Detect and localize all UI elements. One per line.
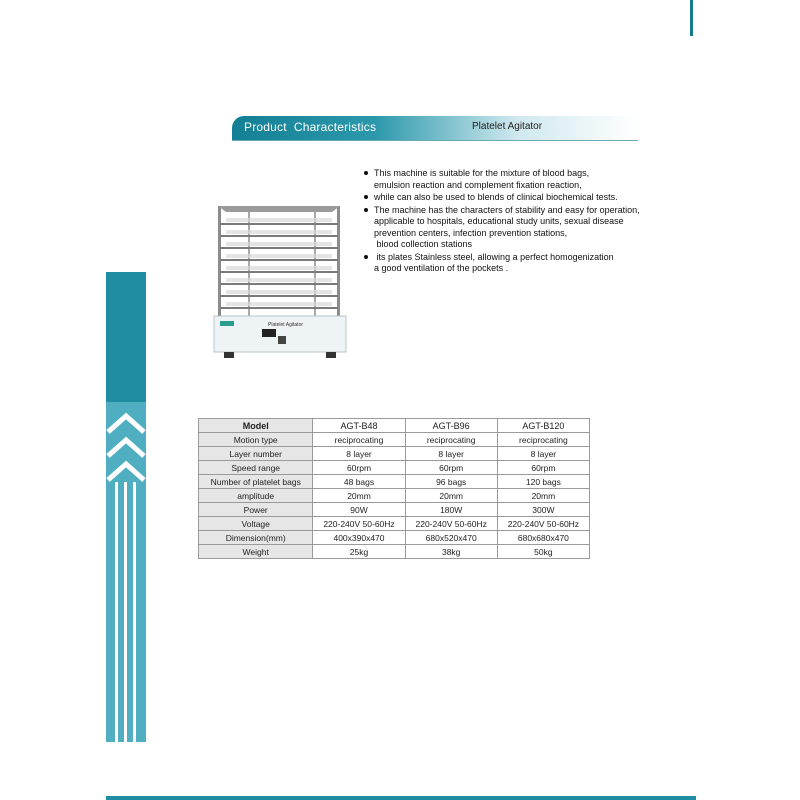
feature-text: while can also be used to blends of clinical biochemical tests.	[374, 192, 618, 202]
feature-text: emulsion reaction and complement fixation reaction,	[374, 179, 582, 190]
table-cell: 220-240V 50-60Hz	[313, 517, 405, 531]
feature-item	[364, 168, 664, 191]
feature-list	[364, 168, 664, 276]
feature-item	[364, 205, 664, 251]
row-label: Layer number	[199, 447, 313, 461]
table-cell: 20mm	[405, 489, 497, 503]
table-cell: 48 bags	[313, 475, 405, 489]
column-header: Model	[199, 419, 313, 433]
platelet-agitator-image	[210, 204, 350, 374]
product-name: Platelet Agitator	[472, 121, 543, 132]
row-label: amplitude	[199, 489, 313, 503]
feature-text: applicable to hospitals, educational study units, sexual disease	[374, 216, 624, 226]
feature-text: This machine is suitable for the mixture of blood bags,	[374, 168, 590, 178]
feature-item	[364, 252, 664, 275]
bullet-icon	[364, 208, 368, 212]
table-cell: 300W	[497, 503, 589, 517]
table-row	[199, 489, 590, 503]
column-header: AGT-B120	[497, 419, 589, 433]
feature-text: blood collection stations	[374, 239, 473, 249]
top-right-accent-bar	[690, 0, 693, 36]
left-vertical-stripes	[106, 402, 146, 742]
table-cell: 90W	[313, 503, 405, 517]
panel-label: Platelet Agitator	[268, 322, 304, 328]
table-header-row	[199, 419, 590, 433]
table-cell: 20mm	[497, 489, 589, 503]
feature-text: its plates Stainless steel, allowing a perfect homogenization	[374, 251, 614, 262]
table-cell: 25kg	[313, 545, 405, 559]
table-row	[199, 447, 590, 461]
table-cell: 8 layer	[313, 447, 405, 461]
table-cell: 680x520x470	[405, 531, 497, 545]
bullet-icon	[364, 195, 368, 199]
bottom-accent-line	[106, 796, 696, 800]
table-cell: 96 bags	[405, 475, 497, 489]
table-cell: 8 layer	[497, 447, 589, 461]
left-decorative-band-top	[106, 272, 146, 402]
row-label: Speed range	[199, 461, 313, 475]
table-cell: 38kg	[405, 545, 497, 559]
row-label: Number of platelet bags	[199, 475, 313, 489]
row-label: Dimension(mm)	[199, 531, 313, 545]
table-row	[199, 503, 590, 517]
column-header: AGT-B96	[405, 419, 497, 433]
bullet-icon	[364, 171, 368, 175]
table-row	[199, 433, 590, 447]
table-row	[199, 461, 590, 475]
table-row	[199, 517, 590, 531]
table-cell: 20mm	[313, 489, 405, 503]
table-cell: 220-240V 50-60Hz	[497, 517, 589, 531]
column-header: AGT-B48	[313, 419, 405, 433]
bullet-icon	[364, 255, 368, 259]
table-cell: 60rpm	[313, 461, 405, 475]
table-cell: 180W	[405, 503, 497, 517]
header-divider	[232, 140, 638, 141]
table-cell: 8 layer	[405, 447, 497, 461]
feature-text: prevention centers, infection prevention stations,	[374, 227, 568, 238]
table-row	[199, 475, 590, 489]
table-cell: reciprocating	[313, 433, 405, 447]
specification-table	[198, 418, 590, 559]
table-cell: 400x390x470	[313, 531, 405, 545]
feature-item	[364, 192, 664, 204]
table-cell: 120 bags	[497, 475, 589, 489]
table-cell: 680x680x470	[497, 531, 589, 545]
feature-text: a good ventilation of the pockets .	[374, 263, 509, 273]
table-cell: 60rpm	[405, 461, 497, 475]
row-label: Weight	[199, 545, 313, 559]
row-label: Power	[199, 503, 313, 517]
table-row	[199, 531, 590, 545]
table-cell: reciprocating	[497, 433, 589, 447]
row-label: Voltage	[199, 517, 313, 531]
table-cell: reciprocating	[405, 433, 497, 447]
table-row	[199, 545, 590, 559]
table-cell: 50kg	[497, 545, 589, 559]
row-label: Motion type	[199, 433, 313, 447]
feature-text: The machine has the characters of stability and easy for operation,	[374, 204, 640, 215]
section-title: Product Characteristics	[244, 120, 377, 134]
table-cell: 60rpm	[497, 461, 589, 475]
table-cell: 220-240V 50-60Hz	[405, 517, 497, 531]
